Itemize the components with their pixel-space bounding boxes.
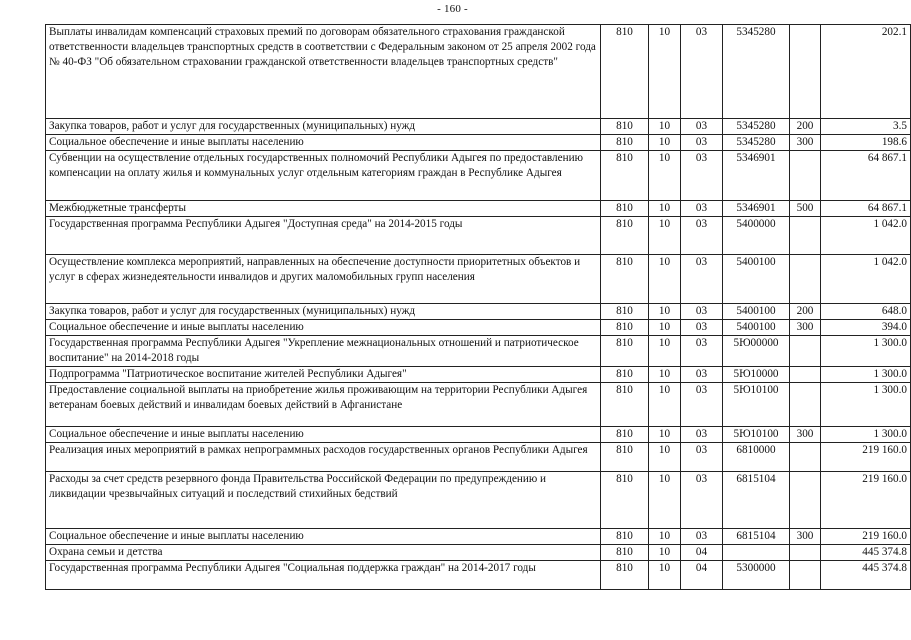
row-amount: 394.0	[821, 320, 911, 336]
row-expense-type	[790, 336, 821, 367]
row-subsection: 03	[681, 383, 723, 427]
row-target-article: 5345280	[723, 135, 790, 151]
row-subsection: 03	[681, 336, 723, 367]
row-amount: 445 374.8	[821, 561, 911, 590]
row-name: Межбюджетные трансферты	[46, 201, 601, 217]
row-name: Социальное обеспечение и иные выплаты населению	[46, 320, 601, 336]
row-code: 810	[601, 201, 649, 217]
row-amount: 219 160.0	[821, 443, 911, 472]
row-name: Закупка товаров, работ и услуг для государственных (муниципальных) нужд	[46, 304, 601, 320]
table-body	[46, 25, 911, 590]
table-row	[46, 443, 911, 472]
row-expense-type: 200	[790, 119, 821, 135]
row-subsection: 03	[681, 25, 723, 119]
row-subsection: 04	[681, 561, 723, 590]
row-section: 10	[649, 201, 681, 217]
row-subsection: 03	[681, 472, 723, 529]
row-subsection: 03	[681, 304, 723, 320]
row-subsection: 03	[681, 135, 723, 151]
table-row	[46, 25, 911, 119]
row-name: Охрана семьи и детства	[46, 545, 601, 561]
row-target-article: 6815104	[723, 472, 790, 529]
row-target-article: 5400100	[723, 255, 790, 304]
row-amount: 219 160.0	[821, 472, 911, 529]
row-amount: 1 300.0	[821, 367, 911, 383]
row-amount: 1 042.0	[821, 255, 911, 304]
row-amount: 198.6	[821, 135, 911, 151]
row-target-article: 5345280	[723, 119, 790, 135]
row-subsection: 03	[681, 320, 723, 336]
row-code: 810	[601, 529, 649, 545]
row-subsection: 03	[681, 151, 723, 201]
row-code: 810	[601, 443, 649, 472]
row-section: 10	[649, 135, 681, 151]
row-expense-type	[790, 151, 821, 201]
table-row	[46, 427, 911, 443]
row-target-article	[723, 545, 790, 561]
row-name: Выплаты инвалидам компенсаций страховых премий по договорам обязательного страхования гражданской ответственности владельцев транспортных средств в соответствии с Федеральным законом от 25 апреля 2002 года № 40-ФЗ "Об обязательном страховании гражданской ответственности владельцев транспортных средств"	[46, 25, 601, 119]
row-expense-type: 300	[790, 135, 821, 151]
row-section: 10	[649, 119, 681, 135]
row-target-article: 5400000	[723, 217, 790, 255]
row-expense-type: 300	[790, 427, 821, 443]
row-amount: 3.5	[821, 119, 911, 135]
row-target-article: 5300000	[723, 561, 790, 590]
row-amount: 1 300.0	[821, 336, 911, 367]
row-expense-type: 500	[790, 201, 821, 217]
row-expense-type	[790, 383, 821, 427]
row-name: Осуществление комплекса мероприятий, направленных на обеспечение доступности приоритетных объектов и услуг в сферах жизнедеятельности инвалидов и других маломобильных групп населения	[46, 255, 601, 304]
row-expense-type: 300	[790, 529, 821, 545]
row-target-article: 6815104	[723, 529, 790, 545]
row-target-article: 5Ю10100	[723, 383, 790, 427]
row-name: Предоставление социальной выплаты на приобретение жилья проживающим на территории Республики Адыгея ветеранам боевых действий и инвалидам боевых действий в Афганистане	[46, 383, 601, 427]
row-name: Реализация иных мероприятий в рамках непрограммных расходов государственных органов Республики Адыгея	[46, 443, 601, 472]
row-expense-type	[790, 25, 821, 119]
table-row	[46, 529, 911, 545]
table-row	[46, 383, 911, 427]
row-name: Государственная программа Республики Адыгея "Укрепление межнациональных отношений и патриотическое воспитание" на 2014-2018 годы	[46, 336, 601, 367]
page-number: - 160 -	[437, 3, 468, 15]
budget-table	[45, 24, 911, 590]
row-code: 810	[601, 336, 649, 367]
row-section: 10	[649, 151, 681, 201]
row-target-article: 5Ю10000	[723, 367, 790, 383]
row-section: 10	[649, 545, 681, 561]
row-expense-type: 300	[790, 320, 821, 336]
row-target-article: 5Ю10100	[723, 427, 790, 443]
row-expense-type	[790, 255, 821, 304]
row-expense-type	[790, 545, 821, 561]
row-name: Государственная программа Республики Адыгея "Социальная поддержка граждан" на 2014-2017 годы	[46, 561, 601, 590]
table-row	[46, 336, 911, 367]
row-target-article: 6810000	[723, 443, 790, 472]
row-section: 10	[649, 320, 681, 336]
row-section: 10	[649, 383, 681, 427]
table-row	[46, 255, 911, 304]
row-section: 10	[649, 561, 681, 590]
row-code: 810	[601, 25, 649, 119]
row-code: 810	[601, 135, 649, 151]
row-section: 10	[649, 255, 681, 304]
row-expense-type	[790, 561, 821, 590]
row-target-article: 5400100	[723, 304, 790, 320]
row-expense-type	[790, 443, 821, 472]
row-section: 10	[649, 443, 681, 472]
row-target-article: 5346901	[723, 201, 790, 217]
table-row	[46, 561, 911, 590]
row-subsection: 03	[681, 529, 723, 545]
table-row	[46, 119, 911, 135]
row-subsection: 04	[681, 545, 723, 561]
table-row	[46, 545, 911, 561]
row-amount: 64 867.1	[821, 201, 911, 217]
row-code: 810	[601, 561, 649, 590]
row-amount: 202.1	[821, 25, 911, 119]
table-row	[46, 135, 911, 151]
row-expense-type: 200	[790, 304, 821, 320]
row-target-article: 5Ю00000	[723, 336, 790, 367]
row-code: 810	[601, 472, 649, 529]
row-subsection: 03	[681, 443, 723, 472]
row-name: Подпрограмма "Патриотическое воспитание жителей Республики Адыгея"	[46, 367, 601, 383]
row-subsection: 03	[681, 119, 723, 135]
row-target-article: 5346901	[723, 151, 790, 201]
row-amount: 1 042.0	[821, 217, 911, 255]
row-subsection: 03	[681, 201, 723, 217]
row-section: 10	[649, 336, 681, 367]
row-expense-type	[790, 217, 821, 255]
row-section: 10	[649, 472, 681, 529]
table-row	[46, 217, 911, 255]
row-section: 10	[649, 304, 681, 320]
row-amount: 1 300.0	[821, 427, 911, 443]
table-row	[46, 151, 911, 201]
row-expense-type	[790, 367, 821, 383]
row-code: 810	[601, 151, 649, 201]
row-name: Социальное обеспечение и иные выплаты населению	[46, 135, 601, 151]
row-amount: 219 160.0	[821, 529, 911, 545]
row-code: 810	[601, 320, 649, 336]
table-row	[46, 367, 911, 383]
row-name: Социальное обеспечение и иные выплаты населению	[46, 427, 601, 443]
row-expense-type	[790, 472, 821, 529]
row-code: 810	[601, 383, 649, 427]
row-code: 810	[601, 304, 649, 320]
row-code: 810	[601, 545, 649, 561]
row-amount: 445 374.8	[821, 545, 911, 561]
table-row	[46, 472, 911, 529]
row-section: 10	[649, 217, 681, 255]
row-code: 810	[601, 427, 649, 443]
row-subsection: 03	[681, 367, 723, 383]
row-subsection: 03	[681, 255, 723, 304]
row-subsection: 03	[681, 427, 723, 443]
row-code: 810	[601, 217, 649, 255]
row-section: 10	[649, 529, 681, 545]
row-name: Субвенции на осуществление отдельных государственных полномочий Республики Адыгея по предоставлению компенсации на оплату жилья и коммунальных услуг отдельным категориям граждан в Республике Адыгея	[46, 151, 601, 201]
table-row	[46, 304, 911, 320]
row-code: 810	[601, 367, 649, 383]
row-amount: 648.0	[821, 304, 911, 320]
row-amount: 64 867.1	[821, 151, 911, 201]
table-row	[46, 320, 911, 336]
row-name: Социальное обеспечение и иные выплаты населению	[46, 529, 601, 545]
row-section: 10	[649, 367, 681, 383]
row-section: 10	[649, 25, 681, 119]
row-name: Закупка товаров, работ и услуг для государственных (муниципальных) нужд	[46, 119, 601, 135]
row-target-article: 5400100	[723, 320, 790, 336]
row-target-article: 5345280	[723, 25, 790, 119]
table-row	[46, 201, 911, 217]
row-name: Государственная программа Республики Адыгея "Доступная среда" на 2014-2015 годы	[46, 217, 601, 255]
row-code: 810	[601, 255, 649, 304]
row-code: 810	[601, 119, 649, 135]
row-amount: 1 300.0	[821, 383, 911, 427]
row-section: 10	[649, 427, 681, 443]
row-name: Расходы за счет средств резервного фонда Правительства Российской Федерации по предупреждению и ликвидации чрезвычайных ситуаций и последствий стихийных бедствий	[46, 472, 601, 529]
row-subsection: 03	[681, 217, 723, 255]
